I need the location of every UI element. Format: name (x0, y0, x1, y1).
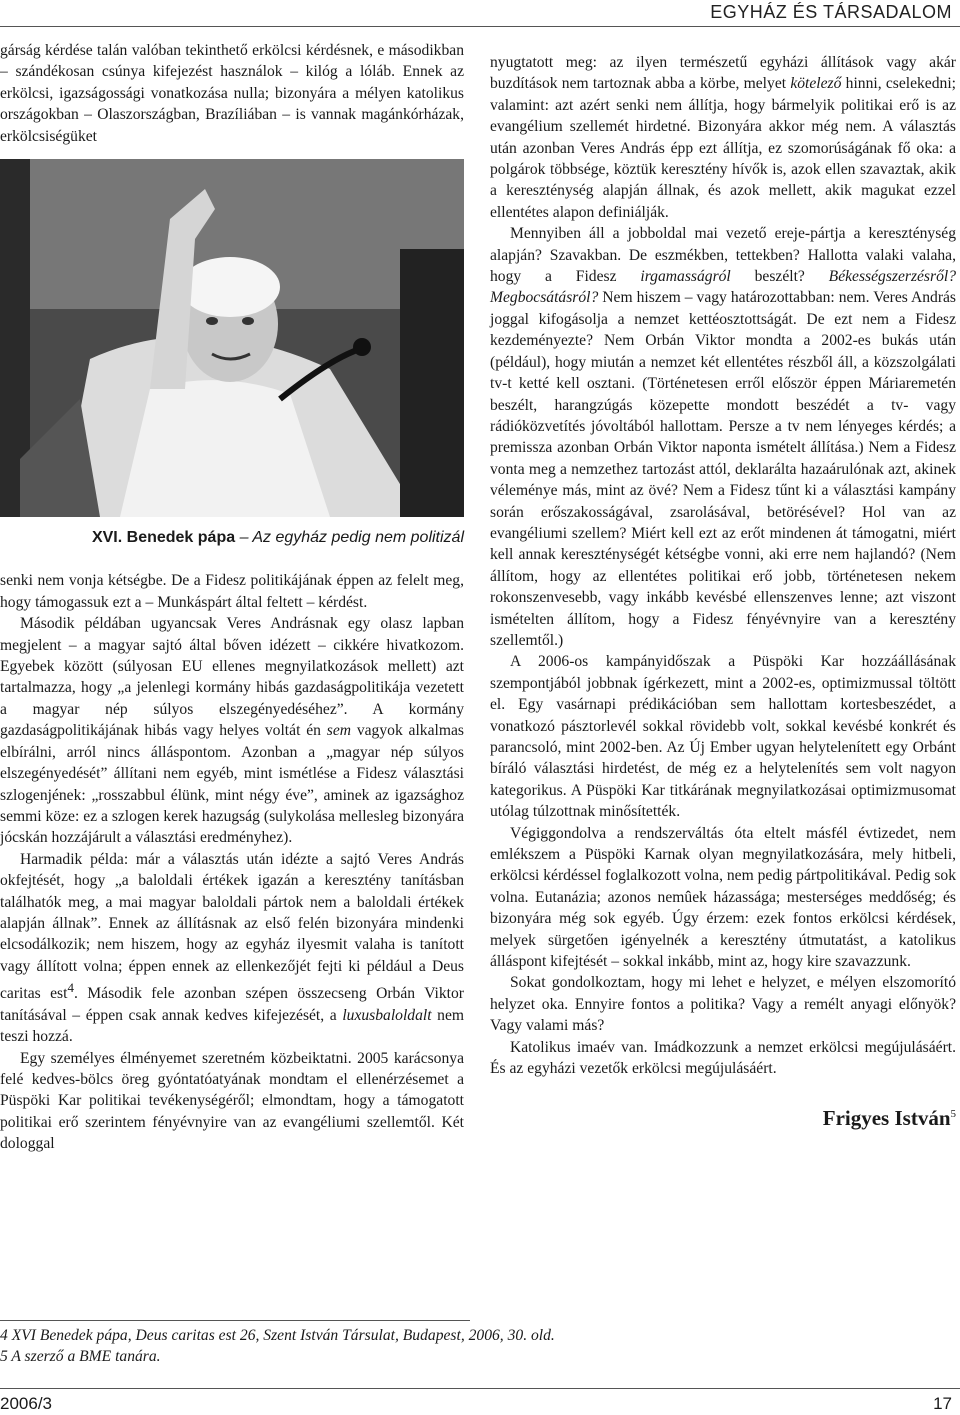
left-paragraph-3: Második példában ugyancsak Veres Andrásnak egy olasz lapban megjelent – a magyar sajtó által bőven idézett – cikkére hivatkozom. Egyebek között (súlyosan EU ellenes megnyilatkozások mellett) azt tartalmazza, hogy „a jelenlegi kormány hibás gazdaságpolitikája vezetett a magyar nép súlyos elszegényedéséhez”. A kormány gazdaságpolitikájának hibás vagy helyes voltát én sem vagyok alkalmas elbírálni, arról nincs álláspontom. Azonban a „magyar nép súlyos elszegényedését” állítani nem egyéb, mint ismétlése a Fidesz választási szlogenjének: „rosszabbul élünk, mint négy éve”, aminek az igazsághoz semmi köze: ez a szlogen kerek hazugság (sulykolása mellesleg bizonyára jócskán hozzájárult a választási eredményhez). (0, 615, 464, 847)
right-paragraph-2: Mennyiben áll a jobboldal mai vezető ereje-pártja a kereszténység alapján? Szavakban. De eszmékben, tettekben? Hallotta valaki valaha, hogy a Fidesz irgamasságról beszélt? Békességszerzésről? Megbocsátásról? Nem hiszem – vagy határozottabban: nem. Veres András joggal kifogásolja a nemzet kettéosztottságát. De ezt nem a Fidesz kezdeményezte? Nem Orbán Viktor mondta a 2002-es bukás után (például), hogy miután a nemzet két ellentétes részből áll, a közszolgálati tv-t ketté kell osztani. (Történetesen erről először éppen Máriaremetén beszélt, harangzúgás közepette mondott beszédét a tv- vagy rádióközvetítés jóvoltából hallottam. Persze a tv nem lényeges kérdés; a premissza azonban Orbán Viktor naponta ismételt állítása.) Nem a Fidesz vonta meg a nemzethez tartozást attól, deklarálta hazaárulónak azt, akinek véleménye más, mint az övé? Nem a Fidesz tűnt ki a választási kampány során erőszakosságával, zsarolásával, betörésével? Hol van az evangéliumi szellem? Miért kell ezt az erőt mindenen át támogatni, miért kell annak kereszténységét kétségbe vonni, aki erre nem hajlandó? (Nem állítom, hogy az ellentétes politikai erő jobb, történetesen nekem rokonszenvesebb, vagy inkább kevésbé ellenszenves lenne; azt viszont ismételten állítom, hogy a Fidesz fényévnyire van a keresztény szellemtől.) (490, 225, 956, 649)
right-column (490, 52, 956, 1129)
left-paragraph-2: senki nem vonja kétségbe. De a Fidesz politikájának éppen az felelt meg, hogy támogassuk ezt a – Munkáspárt által feltett – kérdést. (0, 572, 464, 611)
right-paragraph-6: Katolikus imaév van. Imádkozzunk a nemzet erkölcsi megújulásáért. És az egyházi vezetők erkölcsi megújulásáért. (490, 1038, 956, 1078)
issue-number: 2006/3 (0, 1394, 52, 1413)
left-column (0, 40, 464, 1155)
photo-caption (0, 527, 464, 548)
footnote-5: 5 A szerző a BME tanára. (0, 1348, 161, 1365)
left-paragraph-5: Egy személyes élményemet szeretném közbeiktatni. 2005 karácsonya felé kedves-bölcs öreg gyóntatóatyának mondtam el ellenérzésemet a Püspöki Kar politikai tevékenységéről; elmondtam, hogy a támogatott politikai erő szerintem fényévnyire van az evangéliumi szellemtől. Két dologgal (0, 1049, 464, 1153)
caption-text: – Az egyház pedig nem politizál (235, 529, 464, 547)
right-paragraph-1: nyugtatott meg: az ilyen természetű egyházi állítások vagy akár buzdítások nem tartoznak abba a körbe, melyet kötelező hinni, cselekedni; valamint: azt azért senki nem állítja, hogy bármelyik politikai erő is az evangélium szellemét hirdetné. Bizonyára akkor még nem. A választás után azonban Veres András épp ezt állítja, ez szomorúságának fő oka: a polgárok többsége, köztük keresztény hívők is, azok ellen szavaztak, akik a kereszténység alapján állnak, és azok mellett, akik magukat ezzel ellentétes alapon definiálják. (490, 54, 956, 221)
photo-pope-benedict (0, 159, 464, 517)
footnotes (0, 1325, 900, 1367)
left-paragraph-4: Harmadik példa: már a választás után idézte a sajtó Veres András okfejtését, hogy „a baloldali értékek igazán a keresztény tanításban találhatók meg, a mai magyar baloldali pártok nem a baloldali értékek alapján állnak”. Ennek az állításnak az első felén bizonyára mindenki elcsodálkozik; nem hiszem, hogy az egyház ilyesmit valaha is tanított vagy állított volna; éppen ennek az ellenkezőjét fejti ki például a Deus caritas est$^4$. Második fele azonban szépen összecseng Orbán Viktor tanításával – éppen csak annak kedves kifejezését, a luxusbaloldalt nem teszi hozzá. (0, 850, 465, 1046)
author-signature: Frigyes István$^5$ (822, 1105, 956, 1130)
caption-name: XVI. Benedek pápa (91, 529, 236, 547)
right-paragraph-5: Sokat gondolkoztam, hogy mi lehet e helyzet, e mélyen elszomorító helyzet oka. Ennyire fontos a politika? Vagy a remélt anyagi előnyök? Vagy valami más? (490, 974, 956, 1035)
right-paragraph-3: A 2006-os kampányidőszak a Püspöki Kar hozzáállásának szempontjából jobbnak ígérkezett, mint a 2002-es, optimizmussal töltött el. Egy vasárnapi prédikációban sem hallottam kortesbeszédet, a vonatkozó pásztorlevél sokkal rövidebb volt, sokkal kevésbé konkrét és parancsoló, mint 2002-ben. Az Új Ember ugyan helytelenített egy Orbánt bíráló választási hirdetést, de még ez a helytelenítés sem volt nagyon kategorikus. A Püspöki Kar titkárának megnyilatkozásai optimizmusomat utólag túlzottnak minősítették. (490, 653, 956, 821)
footer-rule (0, 1388, 960, 1389)
right-paragraph-4: Végiggondolva a rendszerváltás óta eltelt másfél évtizedet, nem emlékszem a Püspöki Karnak olyan megnyilatkozására, mely hitbeli, erkölcsi kérdéssel foglalkozott volna, nem pedig pártpolitikával. Pedig sok volna. Eutanázia; azonos nemûek házassága; mesterséges meddőség; és bizonyára még sok egyéb. Úgy érzem: ezek fontos erkölcsi kérdések, melyek sürgetően igényelnék a keresztény útmutatást, a katolikus álláspont kifejtését – sokkal inkább, mint az, hogy kire szavazzunk. (490, 824, 956, 971)
left-paragraph-1: gárság kérdése talán valóban tekinthető erkölcsi kérdésnek, e másodikban – szándékosan csúnya kifejezést használok – kilóg a lóláb. Ennek az erkölcsi, igazságossági vonatkozása nulla; bizonyára a mélyen katolikus országokban – Olaszországban, Brazíliában – is vannak magánkórházak, erkölcsiségüket (0, 42, 464, 145)
footnote-4: 4 XVI Benedek pápa, Deus caritas est 26, Szent István Társulat, Budapest, 2006, 30. old. (0, 1327, 555, 1344)
page-number: 17 (933, 1394, 952, 1413)
section-header: EGYHÁZ ÉS TÁRSADALOM (710, 2, 952, 22)
footnote-rule (0, 1320, 470, 1321)
photo-illustration (0, 159, 464, 517)
header-rule (0, 26, 960, 27)
